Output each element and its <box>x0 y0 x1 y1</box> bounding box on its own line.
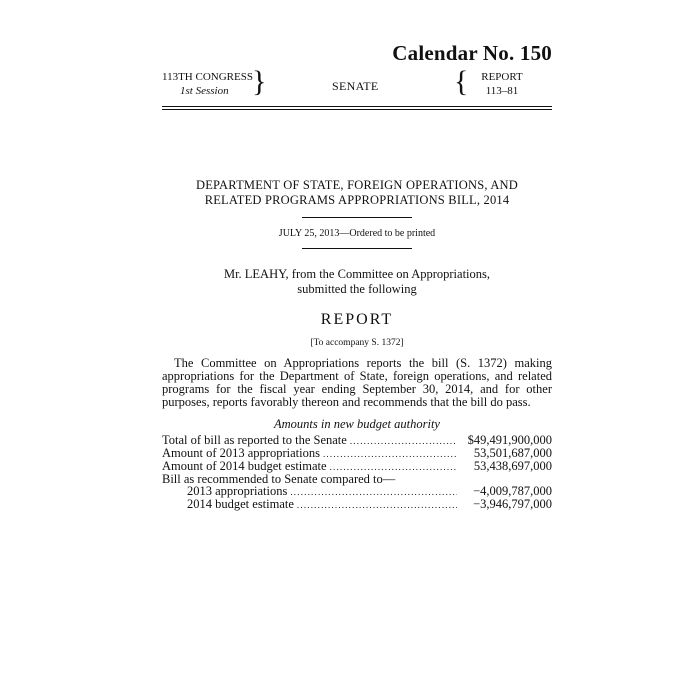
divider-rule <box>302 248 412 249</box>
amount-value: 53,438,697,000 <box>473 459 552 473</box>
divider-rule <box>302 217 412 218</box>
leader-dots <box>297 499 457 511</box>
report-heading: REPORT <box>320 311 394 328</box>
amount-row <box>162 498 552 511</box>
report-label: REPORT <box>481 71 523 83</box>
session-label: 1st Session <box>180 85 229 97</box>
leader-dots <box>323 448 457 460</box>
order-text: —Ordered to be printed <box>339 228 436 239</box>
submitted-line-2: submitted the following <box>297 282 417 296</box>
amount-value: −4,009,787,000 <box>473 484 552 498</box>
amount-label: Total of bill as reported to the Senate <box>162 433 347 447</box>
amount-value: $49,491,900,000 <box>467 433 552 447</box>
header-double-rule <box>162 106 552 110</box>
accompany-note: [To accompany S. 1372] <box>310 338 404 348</box>
report-number: 113–81 <box>485 85 519 97</box>
amounts-heading: Amounts in new budget authority <box>274 417 440 431</box>
submitted-line-1: Mr. LEAHY, from the Committee on Appropriations, <box>223 267 491 281</box>
congress-label: 113TH CONGRESS <box>162 71 253 83</box>
leader-dots <box>290 486 457 498</box>
amounts-table <box>162 434 552 511</box>
bill-title <box>162 178 552 208</box>
left-brace: } <box>252 65 267 98</box>
bill-title-line-2: RELATED PROGRAMS APPROPRIATIONS BILL, 2014 <box>204 193 510 207</box>
submitted-by <box>162 267 552 297</box>
amount-value: −3,946,797,000 <box>473 497 552 511</box>
order-date-line <box>162 228 552 239</box>
amount-label: Amount of 2014 budget estimate <box>162 459 327 473</box>
calendar-number: Calendar No. 150 <box>392 41 552 65</box>
congress-session <box>162 70 254 98</box>
right-brace: { <box>454 65 469 98</box>
report-body-paragraph: The Committee on Appropriations reports the bill (S. 1372) making appropriations for the Department of State, foreign operations, and related programs for the fiscal year ending September 30, 2014, and for other purposes, reports favorably thereon and recommends that the bill do pass. <box>162 356 552 409</box>
report-number-block <box>480 70 524 98</box>
amount-value: 53,501,687,000 <box>473 446 552 460</box>
amount-label: 2014 budget estimate <box>187 497 294 511</box>
amount-label: Bill as recommended to Senate compared to— <box>162 472 396 486</box>
bill-title-line-1: DEPARTMENT OF STATE, FOREIGN OPERATIONS, AND <box>195 178 518 192</box>
report-page <box>162 40 552 511</box>
amount-label: Amount of 2013 appropriations <box>162 446 320 460</box>
amount-label: 2013 appropriations <box>187 484 288 498</box>
order-date: JULY 25, 2013 <box>278 228 340 239</box>
chamber-label: SENATE <box>332 79 379 93</box>
report-header <box>162 65 552 104</box>
leader-dots <box>350 435 457 447</box>
